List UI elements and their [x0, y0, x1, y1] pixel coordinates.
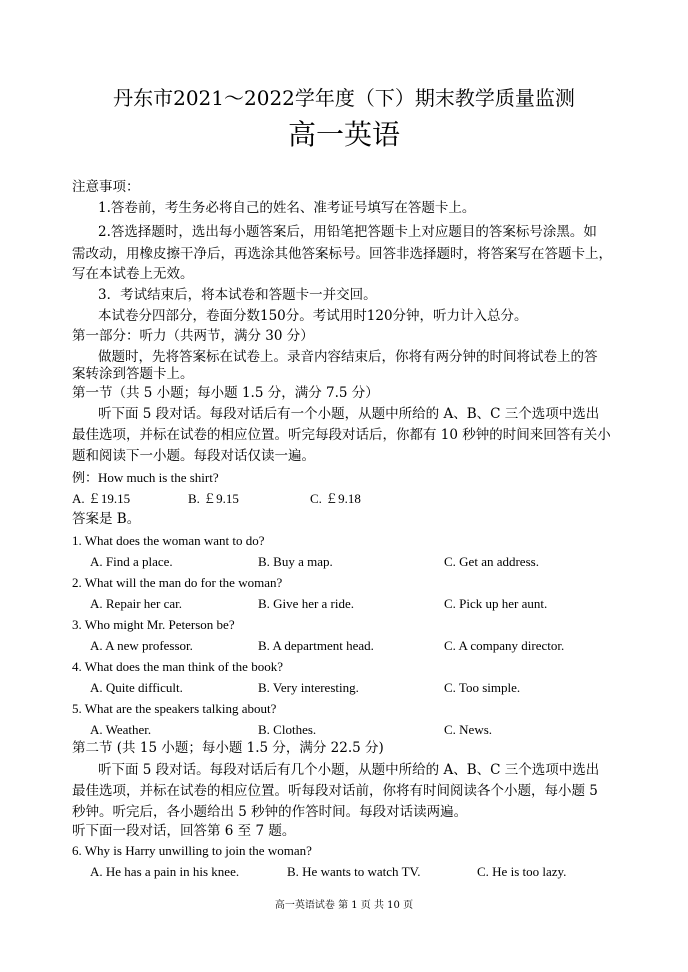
question-5-option-a: A. Weather.: [90, 722, 152, 737]
example-option-c: C. ￡9.18: [310, 491, 361, 506]
question-5-option-c: C. News.: [444, 722, 493, 737]
note-1: 1.答卷前，考生务必将自己的姓名、准考证号填写在答题卡上。: [98, 200, 476, 216]
question-4-option-a: A. Quite difficult.: [90, 680, 183, 695]
exam-subject: 高一英语: [287, 118, 400, 151]
section2-instruction: 听下面一段对话，回答第 6 至 7 题。: [72, 823, 296, 839]
note-2-line-1: 2.答选择题时，选出每小题答案后，用铅笔把答题卡上对应题目的答案标号涂黑。如: [98, 224, 597, 240]
question-4: 4. What does the man think of the book?: [72, 659, 283, 674]
question-2-option-b: B. Give her a ride.: [258, 596, 355, 611]
section2-intro-line-3: 秒钟。听完后，各小题给出 5 秒钟的作答时间。每段对话读两遍。: [72, 804, 468, 820]
section2-intro-line-2: 最佳选项，并标在试卷的相应位置。听每段对话前，你将有时间阅读各个小题，每小题 5: [72, 783, 598, 799]
example-question: 例：How much is the shirt?: [72, 470, 219, 485]
section1-intro-line-1: 听下面 5 段对话。每段对话后有一个小题，从题中所给的 A、B、C 三个选项中选出: [98, 406, 600, 422]
question-2-option-a: A. Repair her car.: [90, 596, 183, 611]
question-6-option-c: C. He is too lazy.: [477, 864, 567, 879]
part1-heading: 第一部分：听力（共两节，满分 30 分）: [72, 328, 314, 344]
question-2: 2. What will the man do for the woman?: [72, 575, 283, 590]
question-6-option-b: B. He wants to watch TV.: [287, 864, 421, 879]
note-3: 3．考试结束后，将本试卷和答题卡一并交回。: [98, 287, 377, 303]
question-3-option-b: B. A department head.: [258, 638, 374, 653]
question-1-option-c: C. Get an address.: [444, 554, 539, 569]
section2-heading: 第二节 (共 15 小题；每小题 1.5 分，满分 22.5 分): [72, 740, 384, 756]
example-answer: 答案是 B。: [72, 511, 141, 527]
example-option-a: A. ￡19.15: [72, 491, 131, 506]
question-2-option-c: C. Pick up her aunt.: [444, 596, 548, 611]
example-option-b: B. ￡9.15: [188, 491, 239, 506]
section2-intro-line-1: 听下面 5 段对话。每段对话后有几个小题，从题中所给的 A、B、C 三个选项中选出: [98, 762, 600, 778]
question-3: 3. Who might Mr. Peterson be?: [72, 617, 235, 632]
question-1-option-a: A. Find a place.: [90, 554, 173, 569]
page-footer: 高一英语试卷 第 1 页 共 10 页: [274, 900, 414, 911]
note-2-line-2: 需改动，用橡皮擦干净后，再选涂其他答案标号。回答非选择题时，将答案写在答题卡上，: [72, 246, 612, 262]
question-1: 1. What does the woman want to do?: [72, 533, 265, 548]
question-4-option-c: C. Too simple.: [444, 680, 521, 695]
question-6: 6. Why is Harry unwilling to join the woman?: [72, 843, 312, 858]
section1-heading: 第一节（共 5 小题；每小题 1.5 分，满分 7.5 分）: [72, 385, 379, 401]
part1-intro-line-1: 做题时，先将答案标在试卷上。录音内容结束后，你将有两分钟的时间将试卷上的答: [98, 349, 598, 365]
note-2-line-3: 写在本试卷上无效。: [72, 266, 194, 282]
part1-intro-line-2: 案转涂到答题卡上。: [72, 366, 194, 382]
question-1-option-b: B. Buy a map.: [258, 554, 333, 569]
question-5: 5. What are the speakers talking about?: [72, 701, 277, 716]
exam-title: 丹东市2021～2022学年度（下）期末教学质量监测: [113, 86, 575, 110]
note-4: 本试卷分四部分，卷面分数150分。考试用时120分钟，听力计入总分。: [98, 308, 528, 324]
question-5-option-b: B. Clothes.: [258, 722, 317, 737]
question-3-option-a: A. A new professor.: [90, 638, 193, 653]
question-3-option-c: C. A company director.: [444, 638, 565, 653]
question-4-option-b: B. Very interesting.: [258, 680, 359, 695]
section1-intro-line-2: 最佳选项，并标在试卷的相应位置。听完每段对话后，你都有 10 秒钟的时间来回答有关小: [72, 427, 611, 443]
notes-heading: 注意事项：: [72, 179, 140, 195]
question-6-option-a: A. He has a pain in his knee.: [90, 864, 240, 879]
section1-intro-line-3: 题和阅读下一小题。每段对话仅读一遍。: [72, 448, 315, 464]
